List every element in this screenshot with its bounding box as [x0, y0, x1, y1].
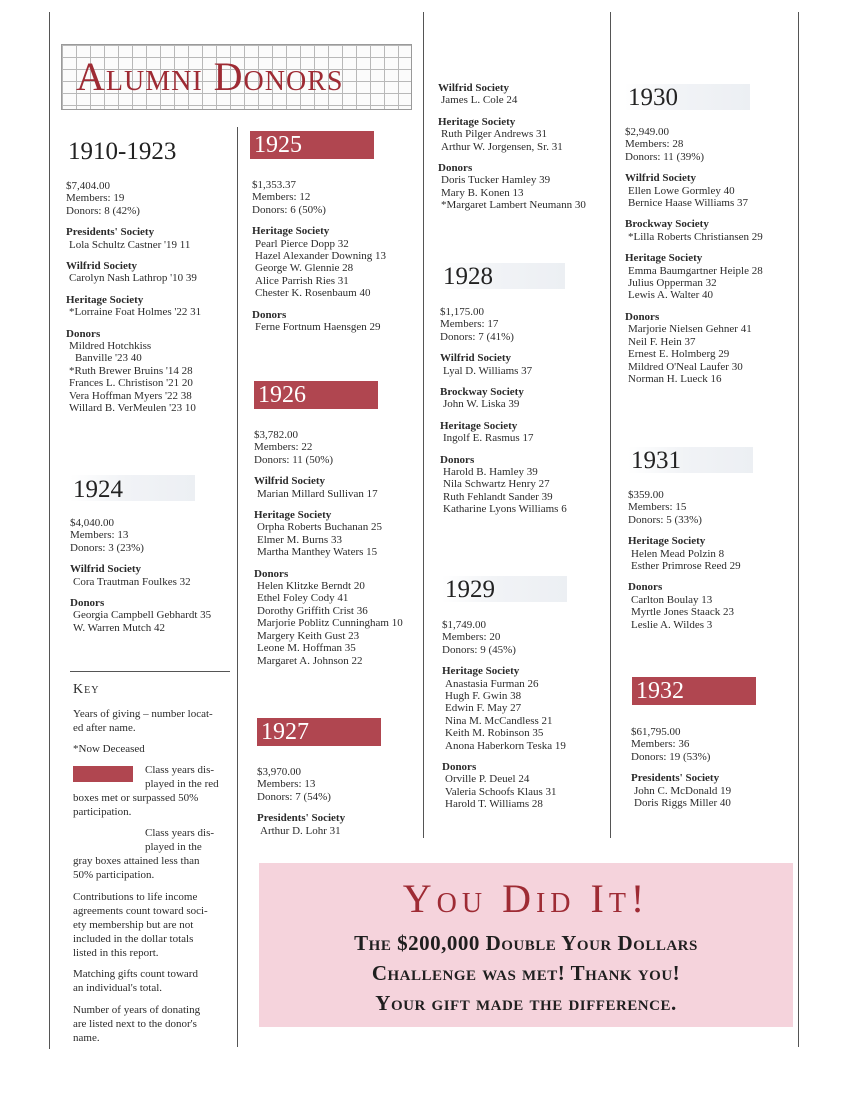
society-heading: Donors	[628, 581, 663, 594]
society-heading: Presidents' Society	[66, 226, 155, 239]
donor-name: Mildred Hotchkiss	[69, 340, 152, 353]
members-count: Members: 12	[252, 191, 311, 204]
society-heading: Wilfrid Society	[254, 475, 325, 488]
total-amount: $4,040.00	[70, 517, 114, 529]
key-red-text-3: boxes met or surpassed 50%	[73, 792, 199, 804]
key-red-text-2: played in the red	[145, 778, 219, 790]
donors-count: Donors: 8 (42%)	[66, 204, 140, 217]
class-year-heading: 1931	[631, 447, 681, 474]
donor-name: Harold T. Williams 28	[445, 798, 543, 811]
society-heading: Donors	[440, 453, 475, 466]
challenge-announcement	[259, 863, 793, 1027]
society-heading: Wilfrid Society	[625, 172, 696, 185]
donor-name: Ferne Fortnum Haensgen 29	[255, 321, 381, 334]
key-divider	[70, 671, 230, 672]
donor-name: Hazel Alexander Downing 13	[255, 250, 387, 263]
key-red-text-1: Class years dis-	[145, 764, 215, 776]
society-heading: Donors	[70, 597, 105, 610]
members-count: Members: 13	[257, 778, 316, 791]
society-heading: Donors	[66, 327, 101, 340]
donor-name: *Lilla Roberts Christiansen 29	[628, 230, 763, 243]
key-years-text: Years of giving – number locat- ed after name.	[73, 708, 213, 734]
total-amount: $7,404.00	[66, 180, 110, 192]
donors-count: Donors: 6 (50%)	[252, 203, 326, 216]
donor-name: Georgia Campbell Gebhardt 35	[73, 609, 212, 622]
donors-count: Donors: 19 (53%)	[631, 750, 711, 763]
society-heading: Brockway Society	[440, 386, 524, 399]
donor-name: Julius Opperman 32	[628, 277, 717, 290]
members-count: Members: 15	[628, 501, 687, 514]
donor-name: Marian Millard Sullivan 17	[257, 487, 378, 500]
donor-name: Nila Schwartz Henry 27	[443, 478, 550, 491]
column-rule	[49, 12, 50, 1049]
donor-name: Dorothy Griffith Crist 36	[257, 604, 368, 617]
class-year-heading: 1930	[628, 84, 678, 111]
donor-name: Carlton Boulay 13	[631, 593, 713, 606]
donor-name: Neil F. Hein 37	[628, 335, 696, 348]
class-year-heading: 1910-1923	[68, 138, 177, 165]
donor-name: Margaret A. Johnson 22	[257, 654, 363, 667]
donor-name: Martha Manthey Waters 15	[257, 546, 378, 559]
society-heading: Presidents' Society	[631, 772, 720, 785]
class-section-1928	[440, 306, 615, 516]
donor-name: Chester K. Rosenbaum 40	[255, 287, 371, 300]
announcement-line: Challenge was met! Thank you!	[371, 961, 681, 985]
red-year-box: 1932	[632, 677, 756, 705]
society-heading: Brockway Society	[625, 218, 709, 231]
donor-name: Margery Keith Gust 23	[257, 629, 360, 642]
donor-name: Lyal D. Williams 37	[443, 364, 533, 377]
donor-name: Leone M. Hoffman 35	[257, 642, 356, 655]
society-heading: Heritage Society	[440, 419, 518, 432]
donor-name: Arthur D. Lohr 31	[260, 824, 341, 837]
donor-name: Willard B. VerMeulen '23 10	[69, 402, 196, 415]
class-section-1926	[254, 429, 429, 667]
donor-name-continued: Banville '23 40	[75, 352, 142, 365]
donor-name: Orville P. Deuel 24	[445, 773, 530, 786]
society-heading: Heritage Society	[254, 509, 332, 522]
total-amount: $3,782.00	[254, 429, 298, 441]
red-year-box: 1926	[254, 381, 378, 409]
donors-count: Donors: 11 (39%)	[625, 150, 705, 163]
donor-name: George W. Glennie 28	[255, 262, 354, 275]
total-amount: $1,353.37	[252, 179, 296, 191]
members-count: Members: 28	[625, 138, 684, 151]
key-gray-text-4: 50% participation.	[73, 869, 155, 881]
donor-name: Edwin F. May 27	[445, 702, 522, 715]
title-banner	[61, 44, 412, 110]
donors-count: Donors: 7 (41%)	[440, 330, 514, 343]
class-section-1910	[66, 180, 241, 415]
total-amount: $3,970.00	[257, 766, 301, 778]
total-amount: $359.00	[628, 489, 664, 501]
donor-name: Myrtle Jones Staack 23	[631, 606, 734, 619]
donor-name: Bernice Haase Williams 37	[628, 197, 749, 210]
society-heading: Presidents' Society	[257, 812, 346, 825]
total-amount: $1,175.00	[440, 306, 484, 318]
key-red-text-4: participation.	[73, 806, 132, 818]
donor-name: Norman H. Lueck 16	[628, 372, 722, 385]
donor-name: Pearl Pierce Dopp 32	[255, 237, 349, 250]
donors-count: Donors: 9 (45%)	[442, 643, 516, 656]
donors-count: Donors: 3 (23%)	[70, 541, 144, 554]
donor-name: Ingolf E. Rasmus 17	[443, 432, 534, 445]
class-section-1924	[70, 517, 245, 634]
members-count: Members: 17	[440, 318, 499, 331]
donor-name: Elmer M. Burns 33	[257, 533, 342, 546]
society-heading: Heritage Society	[66, 293, 144, 306]
key-years-count-text: Number of years of donating are listed next to the donor's name.	[73, 1004, 201, 1044]
donor-name: Marjorie Poblitz Cunningham 10	[257, 617, 403, 630]
society-heading: Heritage Society	[442, 665, 520, 678]
donors-count: Donors: 7 (54%)	[257, 790, 331, 803]
donor-name: James L. Cole 24	[441, 94, 518, 107]
society-heading: Heritage Society	[625, 252, 703, 265]
society-heading: Donors	[254, 567, 289, 580]
class-section-1927	[257, 766, 432, 837]
key-matching-text: Matching gifts count toward an individual's total.	[73, 968, 198, 994]
class-section-1929	[442, 619, 617, 811]
society-heading: Donors	[625, 310, 660, 323]
donor-name: Ruth Fehlandt Sander 39	[443, 490, 553, 503]
society-heading: Wilfrid Society	[66, 260, 137, 273]
donor-name: Alice Parrish Ries 31	[255, 274, 349, 287]
donor-name: Helen Klitzke Berndt 20	[257, 580, 365, 593]
key-contributions-text: Contributions to life income agreements count toward soci- ety membership but are not included in the dollar totals listed in this report.	[73, 891, 208, 959]
donor-name: *Margaret Lambert Neumann 30	[441, 199, 586, 212]
society-heading: Wilfrid Society	[70, 563, 141, 576]
members-count: Members: 20	[442, 631, 501, 644]
key-deceased-note: *Now Deceased	[73, 743, 145, 755]
class-section-1925	[252, 179, 427, 333]
donor-name: Mary B. Konen 13	[441, 186, 524, 199]
society-heading: Wilfrid Society	[438, 82, 509, 94]
total-amount: $61,795.00	[631, 726, 681, 738]
total-amount: $1,749.00	[442, 619, 486, 631]
members-count: Members: 22	[254, 441, 313, 454]
donor-name: Emma Baumgartner Heiple 28	[628, 264, 763, 277]
key-title: Key	[73, 682, 100, 697]
society-heading: Donors	[252, 308, 287, 321]
announcement-headline: You Did It!	[402, 876, 650, 921]
society-heading: Wilfrid Society	[440, 352, 511, 365]
key-gray-text-1: Class years dis-	[145, 827, 215, 839]
donor-name: *Ruth Brewer Bruins '14 28	[69, 364, 193, 377]
donor-name: Arthur W. Jorgensen, Sr. 31	[441, 140, 563, 153]
donor-name: Frances L. Christison '21 20	[69, 377, 193, 390]
donor-name: Keith M. Robinson 35	[445, 727, 544, 740]
donor-name: Harold B. Hamley 39	[443, 466, 538, 479]
society-heading: Donors	[442, 761, 477, 774]
donor-name: Ruth Pilger Andrews 31	[441, 128, 548, 141]
members-count: Members: 36	[631, 738, 690, 751]
donor-name: John C. McDonald 19	[634, 784, 732, 797]
red-year-box: 1927	[257, 718, 381, 746]
donor-name: Anona Haberkorn Teska 19	[445, 739, 566, 752]
donor-name: Marjorie Nielsen Gehner 41	[628, 323, 752, 336]
donor-name: Helen Mead Polzin 8	[631, 547, 725, 560]
page-title: Alumni Donors	[76, 54, 344, 99]
class-section-1927-continued	[438, 82, 613, 212]
column-rule	[423, 12, 424, 838]
donor-name: Ethel Foley Cody 41	[257, 592, 349, 605]
donor-name: Esther Primrose Reed 29	[631, 560, 741, 573]
total-amount: $2,949.00	[625, 126, 669, 138]
society-heading: Heritage Society	[252, 225, 330, 238]
donor-name: Valeria Schoofs Klaus 31	[445, 785, 557, 798]
donor-name: Katharine Lyons Williams 6	[443, 503, 567, 516]
donor-name: Leslie A. Wildes 3	[631, 618, 713, 631]
donor-name: Ernest E. Holmberg 29	[628, 348, 730, 361]
donor-name: Cora Trautman Foulkes 32	[73, 575, 191, 588]
donor-name: Vera Hoffman Myers '22 38	[69, 389, 192, 402]
donor-name: Hugh F. Gwin 38	[445, 690, 522, 703]
donors-count: Donors: 11 (50%)	[254, 453, 334, 466]
donor-name: Mildred O'Neal Laufer 30	[628, 360, 743, 373]
donor-name: Lewis A. Walter 40	[628, 289, 714, 302]
donor-name: Carolyn Nash Lathrop '10 39	[69, 272, 197, 285]
class-year-heading: 1924	[73, 476, 123, 503]
class-year-heading: 1929	[445, 576, 495, 603]
donor-name: Ellen Lowe Gormley 40	[628, 184, 735, 197]
donor-name: Nina M. McCandless 21	[445, 714, 553, 727]
red-box-legend-swatch	[73, 766, 133, 782]
red-year-box: 1925	[250, 131, 374, 159]
society-heading: Donors	[438, 162, 473, 175]
donor-name: W. Warren Mutch 42	[73, 621, 165, 634]
donor-name: *Lorraine Foat Holmes '22 31	[69, 306, 202, 319]
members-count: Members: 19	[66, 192, 125, 205]
announcement-line: Your gift made the difference.	[375, 991, 677, 1015]
society-heading: Heritage Society	[628, 535, 706, 548]
key-gray-text-3: gray boxes attained less than	[73, 855, 200, 867]
class-section-1932	[631, 726, 806, 809]
donor-name: Orpha Roberts Buchanan 25	[257, 521, 382, 534]
members-count: Members: 13	[70, 529, 129, 542]
donor-name: Doris Tucker Hamley 39	[441, 174, 551, 187]
announcement-line: The $200,000 Double Your Dollars	[354, 931, 698, 955]
class-year-heading: 1928	[443, 263, 493, 290]
key-gray-text-2: played in the	[145, 841, 202, 853]
donor-name: Anastasia Furman 26	[445, 677, 539, 690]
donor-name: Lola Schultz Castner '19 11	[69, 238, 191, 251]
class-section-1931	[628, 489, 803, 631]
donor-name: Doris Riggs Miller 40	[634, 797, 731, 810]
donors-count: Donors: 5 (33%)	[628, 513, 702, 526]
class-section-1930	[625, 126, 800, 385]
society-heading: Heritage Society	[438, 115, 516, 128]
donor-name: John W. Liska 39	[443, 398, 520, 411]
